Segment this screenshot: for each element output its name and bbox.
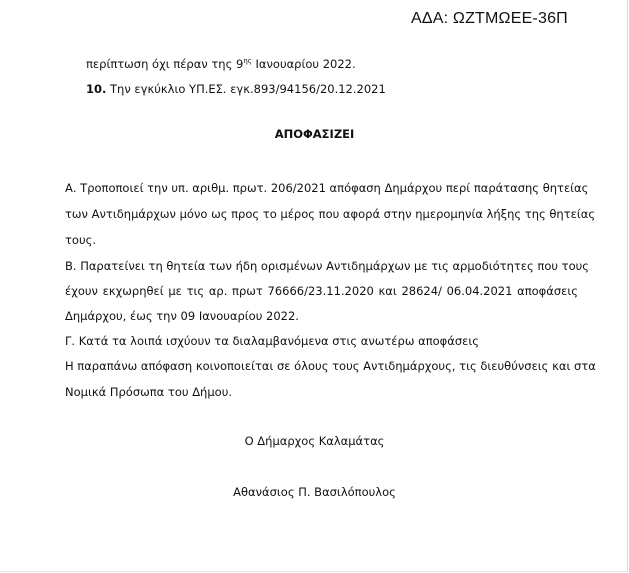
clause-b-line-1: Β. Παρατείνει τη θητεία των ήδη ορισμένων Αντιδημάρχων με τις αρμοδιότητες που τους — [65, 259, 590, 273]
signature-name: Αθανάσιος Π. Βασιλόπουλος — [233, 485, 396, 499]
signature-role: Ο Δήμαρχος Καλαμάτας — [244, 434, 385, 448]
clause-g-line-1: Γ. Κατά τα λοιπά ισχύουν τα διαλαμβανόμενα στις ανωτέρω αποφάσεις — [65, 334, 479, 348]
notice-line-1: Η παραπάνω απόφαση κοινοποιείται σε όλους τους Αντιδημάρχους, τις διευθύνσεις και στα — [65, 359, 596, 373]
item-10-text: Την εγκύκλιο ΥΠ.ΕΣ. εγκ.893/94156/20.12.2021 — [106, 82, 386, 96]
preamble-line-1 — [86, 54, 356, 71]
clause-a-line-2: των Αντιδημάρχων μόνο ως προς το μέρος που αφορά στην ημερομηνία λήξης της θητείας — [65, 207, 596, 221]
item-10-number: 10. — [86, 82, 107, 96]
notice-line-2: Νομικά Πρόσωπα του Δήμου. — [65, 385, 233, 399]
preamble-line-1-sup: ης — [243, 57, 252, 65]
preamble-line-1-pre: περίπτωση όχι πέραν της 9 — [86, 57, 244, 71]
clause-b-line-3: Δημάρχου, έως την 09 Ιανουαρίου 2022. — [65, 309, 299, 323]
clause-a-line-1: Α. Τροποποιεί την υπ. αριθμ. πρωτ. 206/2021 απόφαση Δημάρχου περί παράτασης θητείας — [65, 181, 589, 195]
preamble-item-10 — [86, 82, 386, 96]
preamble-line-1-post: Ιανουαρίου 2022. — [251, 57, 356, 71]
clause-b-line-2: έχουν εκχωρηθεί με τις αρ. πρωτ 76666/23.11.2020 και 28624/ 06.04.2021 αποφάσεις — [65, 284, 578, 298]
decision-heading: ΑΠΟΦΑΣΙΖΕΙ — [274, 127, 355, 141]
ada-code: ΑΔΑ: ΩΖΤΜΩΕΕ-36Π — [411, 10, 568, 27]
clause-a-line-3: τους. — [65, 233, 97, 247]
